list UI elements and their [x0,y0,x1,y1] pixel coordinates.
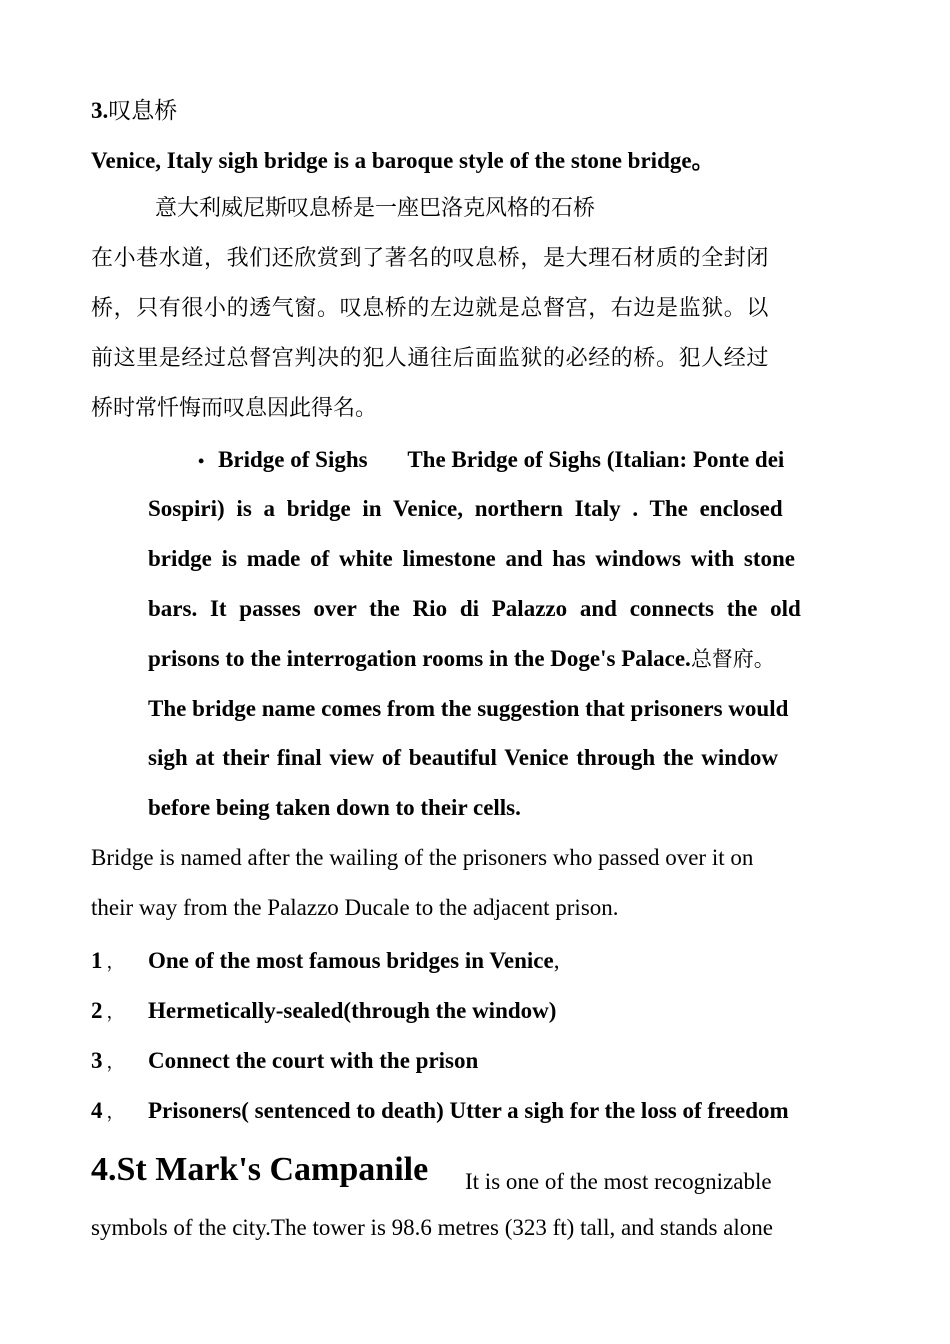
point-separator: ， [106,1052,125,1073]
bullet-line-2-text: Sospiri) is a bridge in Venice, northern Italy . The enclosed [148,496,783,521]
point-number: 4 [91,1098,103,1123]
section-4-text-2: symbols of the city.The tower is 98.6 metres (323 ft) tall, and stands alone [91,1215,773,1240]
bullet-line-7: sigh at their final view of beautiful Venice through the window [148,745,778,770]
point-text: Prisoners( sentenced to death) Utter a sigh for the loss of freedom [148,1098,789,1123]
point-text: Hermetically-sealed(through the window) [148,998,557,1023]
named-after-line-1: Bridge is named after the wailing of the prisoners who passed over it on [91,845,754,870]
bullet-dot: • [198,451,205,471]
named-after-line-2: their way from the Palazzo Ducale to the adjacent prison. [91,895,619,920]
point-text-main: One of the most famous bridges in Venice [148,948,554,973]
section-4-text-1: It is one of the most recognizable [465,1169,772,1194]
bullet-intro: The Bridge of Sighs (Italian: Ponte dei [407,447,785,472]
point-text: Connect the court with the prison [148,1048,479,1073]
section-3-heading [91,99,177,123]
bullet-line-5 [148,647,775,670]
bullet-title: Bridge of Sighs [218,447,368,472]
bullet-line-5-en: prisons to the interrogation rooms in the Doge's Palace. [148,646,691,671]
point-separator: ， [106,1102,125,1123]
bullet-line-3: bridge is made of white limestone and has windows with stone [148,546,795,571]
intro-chinese: 意大利威尼斯叹息桥是一座巴洛克风格的石桥 [155,196,596,221]
point-3 [91,1048,479,1073]
point-number: 1 [91,948,103,973]
point-text-tail: , [553,948,560,973]
desc-cn-line-2: 桥，只有很小的透气窗。叹息桥的左边就是总督宫，右边是监狱。以 [91,296,770,321]
section-3-number: 3. [91,98,109,123]
point-separator: ， [106,952,125,973]
desc-cn-line-1: 在小巷水道，我们还欣赏到了著名的叹息桥，是大理石材质的全封闭 [91,246,770,271]
point-1 [91,948,560,973]
desc-cn-line-4: 桥时常忏悔而叹息因此得名。 [91,396,378,421]
point-number: 2 [91,998,103,1023]
point-text [148,949,559,972]
bullet-line-2 [148,497,859,520]
bullet-line-1 [198,448,859,471]
point-number: 3 [91,1048,103,1073]
desc-cn-line-3: 前这里是经过总督宫判决的犯人通往后面监狱的必经的桥。犯人经过 [91,346,770,371]
bullet-line-5-cn: 总督府。 [690,647,775,671]
point-separator: ， [106,1002,125,1023]
section-3-title-cn: 叹息桥 [108,98,178,124]
bullet-line-4: bars. It passes over the Rio di Palazzo and connects the old [148,596,801,621]
bullet-line-8: before being taken down to their cells. [148,795,521,820]
bullet-line-6: The bridge name comes from the suggestion that prisoners would [148,696,789,721]
intro-english: Venice, Italy sigh bridge is a baroque style of the stone bridge。 [91,148,715,173]
point-2 [91,998,557,1023]
section-4-heading: 4.St Mark's Campanile [91,1151,429,1188]
point-4 [91,1098,789,1123]
